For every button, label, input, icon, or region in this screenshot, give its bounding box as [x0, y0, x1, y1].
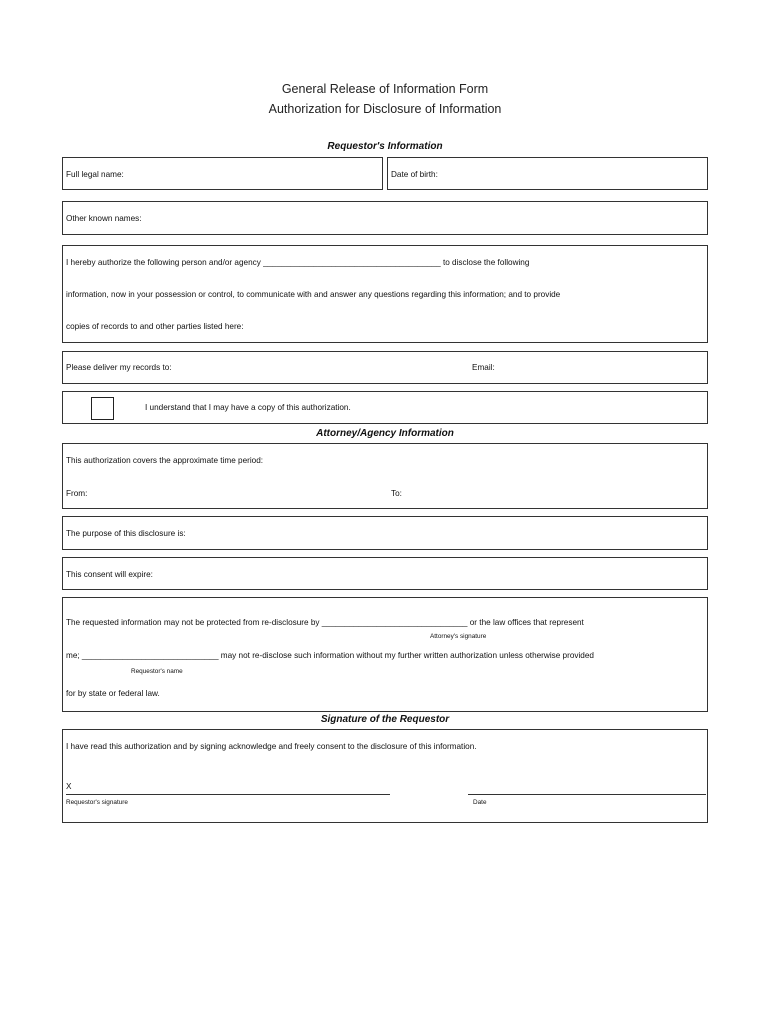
time-period-label: This authorization covers the approximate time period: [66, 456, 264, 465]
authorize-text-line1: I hereby authorize the following person and/or agency _______________________________________ to disclose the following [66, 258, 530, 267]
redisclosure-text-line3: for by state or federal law. [66, 689, 160, 698]
redisclosure-text-line2: me; ______________________________ may not re-disclose such information without my further written authorization unless otherwise provided [66, 651, 594, 660]
from-label[interactable]: From: [66, 489, 88, 498]
authorize-text-line2: information, now in your possession or control, to communicate with and answer any questions regarding this information; and to provide [66, 290, 561, 299]
authorize-text-line3: copies of records to and other parties listed here: [66, 322, 244, 331]
consent-statement: I have read this authorization and by signing acknowledge and freely consent to the disclosure of this information. [66, 742, 477, 751]
form-subtitle: Authorization for Disclosure of Information [268, 102, 502, 116]
signature-section-heading: Signature of the Requestor [320, 714, 450, 725]
attorney-section-heading: Attorney/Agency Information [316, 428, 454, 439]
deliver-records-field[interactable] [62, 351, 708, 384]
consent-expire-field[interactable] [62, 557, 708, 590]
date-line[interactable] [468, 794, 706, 795]
purpose-field[interactable] [62, 516, 708, 550]
full-legal-name-field[interactable] [62, 157, 383, 190]
purpose-label: The purpose of this disclosure is: [66, 529, 186, 538]
date-of-birth-label: Date of birth: [391, 170, 438, 179]
requestor-signature-line[interactable] [66, 794, 390, 795]
to-label[interactable]: To: [391, 489, 402, 498]
full-legal-name-label: Full legal name: [66, 170, 124, 179]
date-caption: Date [473, 799, 487, 806]
attorney-signature-caption: Attorney's signature [430, 633, 487, 640]
time-period-box [62, 443, 708, 509]
copy-acknowledgement-label: I understand that I may have a copy of this authorization. [145, 403, 351, 412]
redisclosure-box [62, 597, 708, 712]
authorization-box [62, 245, 708, 343]
date-of-birth-field[interactable] [387, 157, 708, 190]
requestor-section-heading: Requestor's Information [327, 141, 443, 152]
copy-acknowledgement-checkbox[interactable] [91, 397, 114, 420]
requestor-name-caption: Requestor's name [131, 668, 183, 675]
other-known-names-label: Other known names: [66, 214, 142, 223]
email-label: Email: [472, 363, 495, 372]
other-known-names-field[interactable] [62, 201, 708, 235]
signature-box [62, 729, 708, 823]
x-mark: X [66, 782, 72, 791]
copy-acknowledgement-row [62, 391, 708, 424]
consent-expire-label: This consent will expire: [66, 570, 153, 579]
requestor-signature-caption: Requestor's signature [66, 799, 128, 806]
redisclosure-text-line1: The requested information may not be protected from re-disclosure by ________________________________ or the law offices that represent [66, 618, 584, 627]
form-title: General Release of Information Form [281, 82, 489, 96]
deliver-records-label: Please deliver my records to: [66, 363, 172, 372]
